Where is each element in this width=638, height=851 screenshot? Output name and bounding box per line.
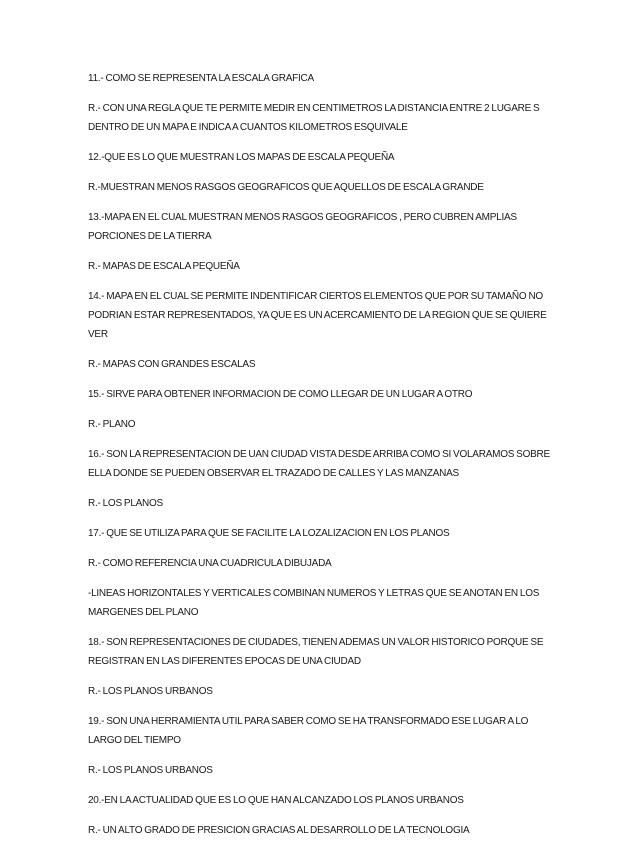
document-body xyxy=(88,69,558,851)
question-19: 19.- SON UNA HERRAMIENTA UTIL PARA SABER COMO SE HA TRANSFORMADO ESE LUGAR A LO LARGO DEL TIEMPO xyxy=(88,716,529,746)
answer-18: R.- LOS PLANOS URBANOS xyxy=(88,686,213,697)
answer-17-continued: -LINEAS HORIZONTALES Y VERTICALES COMBINAN NUMEROS Y LETRAS QUE SE ANOTAN EN LOS MARGENES DEL PLANO xyxy=(88,588,540,618)
answer-12: R.-MUESTRAN MENOS RASGOS GEOGRAFICOS QUE AQUELLOS DE ESCALA GRANDE xyxy=(88,182,484,193)
question-20: 20.-EN LA ACTUALIDAD QUE ES LO QUE HAN ALCANZADO LOS PLANOS URBANOS xyxy=(88,795,464,806)
question-18: 18.- SON REPRESENTACIONES DE CIUDADES, TIENEN ADEMAS UN VALOR HISTORICO PORQUE SE REGISTRAN EN LAS DIFERENTES EPOCAS DE UNA CIUDAD xyxy=(88,637,544,667)
answer-13: R.- MAPAS DE ESCALA PEQUEÑA xyxy=(88,261,240,272)
question-17: 17.- QUE SE UTILIZA PARA QUE SE FACILITE LA LOZALIZACION EN LOS PLANOS xyxy=(88,528,450,539)
question-16: 16.- SON LA REPRESENTACION DE UAN CIUDAD VISTA DESDE ARRIBA COMO SI VOLARAMOS SOBRE ELLA DONDE SE PUEDEN OBSERVAR EL TRAZADO DE CALLES Y LAS MANZANAS xyxy=(88,449,550,479)
question-11: 11.- COMO SE REPRESENTA LA ESCALA GRAFICA xyxy=(88,73,314,84)
answer-19: R.- LOS PLANOS URBANOS xyxy=(88,765,213,776)
answer-16: R.- LOS PLANOS xyxy=(88,498,163,509)
question-15: 15.- SIRVE PARA OBTENER INFORMACION DE COMO LLEGAR DE UN LUGAR A OTRO xyxy=(88,389,473,400)
answer-17: R.- COMO REFERENCIA UNA CUADRICULA DIBUJADA xyxy=(88,558,332,569)
question-13: 13.-MAPA EN EL CUAL MUESTRAN MENOS RASGOS GEOGRAFICOS , PERO CUBREN AMPLIAS PORCIONES DE LA TIERRA xyxy=(88,212,517,242)
answer-20: R.- UN ALTO GRADO DE PRESICION GRACIAS AL DESARROLLO DE LA TECNOLOGIA xyxy=(88,825,470,836)
answer-14: R.- MAPAS CON GRANDES ESCALAS xyxy=(88,359,256,370)
question-14: 14.- MAPA EN EL CUAL SE PERMITE INDENTIFICAR CIERTOS ELEMENTOS QUE POR SU TAMAÑO NO PODRIAN ESTAR REPRESENTADOS, YA QUE ES UN ACERCAMIENTO DE LA REGION QUE SE QUIERE VER xyxy=(88,291,547,340)
answer-11: R.- CON UNA REGLA QUE TE PERMITE MEDIR EN CENTIMETROS LA DISTANCIA ENTRE 2 LUGARE S DENTRO DE UN MAPA E INDICA A CUANTOS KILOMETROS ESQUIVALE xyxy=(88,103,540,133)
answer-15: R.- PLANO xyxy=(88,419,136,430)
question-12: 12.-QUE ES LO QUE MUESTRAN LOS MAPAS DE ESCALA PEQUEÑA xyxy=(88,152,395,163)
